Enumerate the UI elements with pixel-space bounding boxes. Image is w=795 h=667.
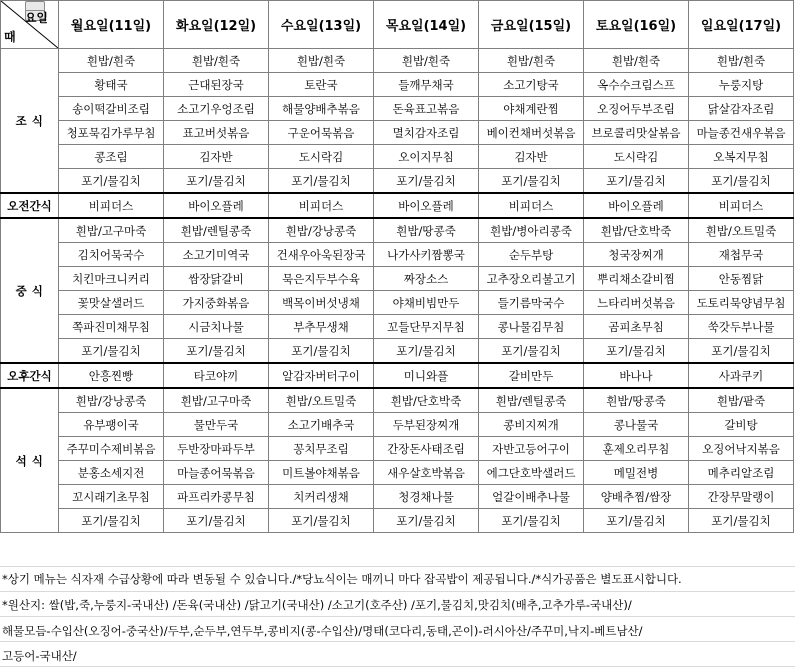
note-line-3: 해물모듬-수입산(오징어-중국산)/두부,순두부,연두부,콩비지(콩-수입산)/명태(코다리,동태,곤이)-러시아산/주꾸미,낙지-베트남산/: [2, 624, 643, 638]
menu-cell: 흰밥/흰죽: [374, 49, 479, 73]
snack-cell: 알감자버터구이: [269, 363, 374, 388]
menu-cell: 흰밥/흰죽: [689, 49, 794, 73]
menu-cell: 시금치나물: [164, 315, 269, 339]
menu-cell: 미트볼야채볶음: [269, 461, 374, 485]
menu-cell: 청경채나물: [374, 485, 479, 509]
morning-snack-label: 오전간식: [1, 193, 59, 218]
menu-cell: 포기/물김치: [584, 509, 689, 533]
menu-cell: 포기/물김치: [269, 339, 374, 364]
menu-cell: 흰밥/땅콩죽: [584, 388, 689, 413]
snack-cell: 바나나: [584, 363, 689, 388]
menu-cell: 도토리묵양념무침: [689, 291, 794, 315]
menu-cell: 에그단호박샐러드: [479, 461, 584, 485]
menu-cell: 주꾸미수제비볶음: [59, 437, 164, 461]
lunch-row: [1, 339, 794, 364]
menu-cell: 포기/물김치: [59, 169, 164, 194]
menu-cell: 파프리카콩무침: [164, 485, 269, 509]
dinner-row: [1, 461, 794, 485]
menu-cell: 토란국: [269, 73, 374, 97]
menu-cell: 흰밥/고구마죽: [164, 388, 269, 413]
menu-cell: 새우살호박볶음: [374, 461, 479, 485]
menu-cell: 꼬시래기초무침: [59, 485, 164, 509]
menu-cell: 부추무생채: [269, 315, 374, 339]
menu-cell: 도시락김: [584, 145, 689, 169]
snack-cell: 바이오플레: [164, 193, 269, 218]
menu-cell: 오징어두부조림: [584, 97, 689, 121]
afternoon-snack-label: 오후간식: [1, 363, 59, 388]
menu-cell: 소고기미역국: [164, 243, 269, 267]
menu-cell: 소고기탕국: [479, 73, 584, 97]
menu-cell: 쑥갓두부나물: [689, 315, 794, 339]
menu-cell: 메밀전병: [584, 461, 689, 485]
menu-cell: 분홍소세지전: [59, 461, 164, 485]
menu-cell: 유부팽이국: [59, 413, 164, 437]
menu-cell: 흰밥/흰죽: [479, 49, 584, 73]
snack-cell: 바이오플레: [374, 193, 479, 218]
snack-cell: 비피더스: [479, 193, 584, 218]
menu-cell: 브로콜리맛살볶음: [584, 121, 689, 145]
snack-cell: 안흥찐빵: [59, 363, 164, 388]
menu-cell: 흰밥/단호박죽: [374, 388, 479, 413]
breakfast-row: [1, 121, 794, 145]
menu-cell: 쌈장닭갈비: [164, 267, 269, 291]
menu-cell: 두부된장찌개: [374, 413, 479, 437]
menu-cell: 김치어묵국수: [59, 243, 164, 267]
lunch-row: [1, 243, 794, 267]
header-row: [1, 1, 794, 49]
menu-cell: 근대된장국: [164, 73, 269, 97]
dinner-row: [1, 413, 794, 437]
lunch-row: [1, 267, 794, 291]
snack-cell: 타코야끼: [164, 363, 269, 388]
menu-cell: 표고버섯볶음: [164, 121, 269, 145]
snack-cell: 사과쿠키: [689, 363, 794, 388]
menu-cell: 양배추찜/쌈장: [584, 485, 689, 509]
menu-cell: 옥수수크림스프: [584, 73, 689, 97]
menu-cell: 포기/물김치: [374, 509, 479, 533]
menu-cell: 흰밥/단호박죽: [584, 218, 689, 243]
menu-cell: 고추장오리불고기: [479, 267, 584, 291]
menu-cell: 청국장찌개: [584, 243, 689, 267]
menu-cell: 콩조림: [59, 145, 164, 169]
menu-cell: 흰밥/흰죽: [59, 49, 164, 73]
breakfast-row: [1, 145, 794, 169]
menu-cell: 치킨마크니커리: [59, 267, 164, 291]
menu-cell: 소고기배추국: [269, 413, 374, 437]
menu-cell: 포기/물김치: [479, 169, 584, 194]
menu-cell: 꽃맛살샐러드: [59, 291, 164, 315]
menu-cell: 흰밥/흰죽: [584, 49, 689, 73]
menu-cell: 콩나물김무침: [479, 315, 584, 339]
note-line-2: *원산지: 쌀(밥,죽,누룽지-국내산) /돈육(국내산) /닭고기(국내산) /소고기(호주산) /포기,물김치,맛김치(배추,고추가루-국내산)/: [2, 598, 632, 612]
menu-cell: 짜장소스: [374, 267, 479, 291]
menu-cell: 포기/물김치: [269, 509, 374, 533]
menu-cell: 오복지무침: [689, 145, 794, 169]
menu-cell: 재첩무국: [689, 243, 794, 267]
lunch-row: [1, 291, 794, 315]
breakfast-row: [1, 73, 794, 97]
menu-cell: 건새우아욱된장국: [269, 243, 374, 267]
menu-cell: 포기/물김치: [59, 509, 164, 533]
menu-cell: 황태국: [59, 73, 164, 97]
menu-cell: 포기/물김치: [59, 339, 164, 364]
menu-cell: 포기/물김치: [479, 509, 584, 533]
menu-cell: 포기/물김치: [689, 169, 794, 194]
menu-cell: 흰밥/흰죽: [269, 49, 374, 73]
menu-cell: 송이떡갈비조림: [59, 97, 164, 121]
menu-cell: 흰밥/강낭콩죽: [59, 388, 164, 413]
day-header: 수요일(13일): [269, 1, 374, 49]
dinner-row: [1, 437, 794, 461]
menu-cell: 흰밥/병아리콩죽: [479, 218, 584, 243]
breakfast-row: [1, 49, 794, 73]
menu-cell: 오이지무침: [374, 145, 479, 169]
menu-cell: 포기/물김치: [689, 339, 794, 364]
menu-cell: 포기/물김치: [584, 339, 689, 364]
note-line-1: *상기 메뉴는 식자재 수급상황에 따라 변동될 수 있습니다./*당뇨식이는 매끼니 마다 잡곡밥이 제공됩니다./*식가공품은 별도표시합니다.: [2, 572, 682, 586]
menu-cell: 쪽파진미채무침: [59, 315, 164, 339]
menu-cell: 꼬들단무지무침: [374, 315, 479, 339]
menu-cell: 포기/물김치: [374, 339, 479, 364]
breakfast-label: 조 식: [1, 49, 59, 194]
lunch-row: [1, 218, 794, 243]
menu-cell: 흰밥/강낭콩죽: [269, 218, 374, 243]
menu-cell: 흰밥/팥죽: [689, 388, 794, 413]
menu-cell: 포기/물김치: [374, 169, 479, 194]
menu-cell: 얼갈이배추나물: [479, 485, 584, 509]
menu-cell: 간장돈사태조림: [374, 437, 479, 461]
menu-cell: 곰피초무침: [584, 315, 689, 339]
menu-cell: 간장무말랭이: [689, 485, 794, 509]
snack-cell: 바이오플레: [584, 193, 689, 218]
menu-cell: 흰밥/고구마죽: [59, 218, 164, 243]
menu-cell: 마늘종건새우볶음: [689, 121, 794, 145]
menu-cell: 돈육표고볶음: [374, 97, 479, 121]
corner-bottom-label: 때: [4, 30, 16, 44]
menu-cell: 꽁치무조림: [269, 437, 374, 461]
day-header: 화요일(12일): [164, 1, 269, 49]
dinner-row: [1, 388, 794, 413]
snack-cell: 비피더스: [689, 193, 794, 218]
menu-cell: 흰밥/렌틸콩죽: [479, 388, 584, 413]
menu-cell: 순두부탕: [479, 243, 584, 267]
corner-top-label: 요일: [24, 11, 48, 25]
lunch-row: [1, 315, 794, 339]
menu-cell: 훈제오리무침: [584, 437, 689, 461]
menu-cell: 해물양배추볶음: [269, 97, 374, 121]
menu-cell: 구운어묵볶음: [269, 121, 374, 145]
lunch-label: 중 식: [1, 218, 59, 363]
menu-cell: 치커리생채: [269, 485, 374, 509]
menu-cell: 멸치감자조림: [374, 121, 479, 145]
menu-cell: 백목이버섯냉채: [269, 291, 374, 315]
day-header: 일요일(17일): [689, 1, 794, 49]
day-header: 월요일(11일): [59, 1, 164, 49]
menu-cell: 묵은지두부수육: [269, 267, 374, 291]
snack-cell: 비피더스: [269, 193, 374, 218]
menu-cell: 뿌리채소갈비찜: [584, 267, 689, 291]
menu-cell: 물만두국: [164, 413, 269, 437]
snack-cell: 비피더스: [59, 193, 164, 218]
menu-cell: 도시락김: [269, 145, 374, 169]
day-header: 금요일(15일): [479, 1, 584, 49]
menu-cell: 흰밥/오트밀죽: [269, 388, 374, 413]
menu-cell: 가지중화볶음: [164, 291, 269, 315]
day-header: 목요일(14일): [374, 1, 479, 49]
dinner-label: 석 식: [1, 388, 59, 533]
corner-header: [1, 1, 59, 49]
menu-cell: 포기/물김치: [689, 509, 794, 533]
menu-cell: 두반장마파두부: [164, 437, 269, 461]
menu-cell: 포기/물김치: [479, 339, 584, 364]
menu-cell: 흰밥/렌틸콩죽: [164, 218, 269, 243]
day-header: 토요일(16일): [584, 1, 689, 49]
menu-cell: 안동찜닭: [689, 267, 794, 291]
dinner-row: [1, 485, 794, 509]
breakfast-row: [1, 169, 794, 194]
menu-cell: 느타리버섯볶음: [584, 291, 689, 315]
menu-cell: 청포묵김가루무침: [59, 121, 164, 145]
menu-cell: 소고기우엉조림: [164, 97, 269, 121]
menu-cell: 자반고등어구이: [479, 437, 584, 461]
menu-cell: 포기/물김치: [164, 339, 269, 364]
menu-cell: 김자반: [479, 145, 584, 169]
menu-cell: 들기름막국수: [479, 291, 584, 315]
menu-cell: 메추리알조림: [689, 461, 794, 485]
menu-cell: 흰밥/흰죽: [164, 49, 269, 73]
menu-cell: 콩비지찌개: [479, 413, 584, 437]
menu-cell: 베이컨채버섯볶음: [479, 121, 584, 145]
menu-cell: 닭살감자조림: [689, 97, 794, 121]
menu-cell: 누룽지탕: [689, 73, 794, 97]
menu-cell: 들깨무채국: [374, 73, 479, 97]
dinner-row: [1, 509, 794, 533]
note-line-4: 고등어-국내산/: [2, 649, 77, 663]
menu-cell: 흰밥/땅콩죽: [374, 218, 479, 243]
afternoon-snack-row: [1, 363, 794, 388]
menu-cell: 흰밥/오트밀죽: [689, 218, 794, 243]
menu-cell: 포기/물김치: [269, 169, 374, 194]
menu-cell: 야채계란찜: [479, 97, 584, 121]
menu-cell: 오징어낙지볶음: [689, 437, 794, 461]
menu-cell: 콩나물국: [584, 413, 689, 437]
menu-cell: 포기/물김치: [164, 509, 269, 533]
menu-cell: 나가사키짬뽕국: [374, 243, 479, 267]
menu-cell: 포기/물김치: [584, 169, 689, 194]
menu-cell: 야채비빔만두: [374, 291, 479, 315]
menu-cell: 갈비탕: [689, 413, 794, 437]
menu-cell: 마늘종어묵볶음: [164, 461, 269, 485]
snack-cell: 갈비만두: [479, 363, 584, 388]
snack-cell: 미니와플: [374, 363, 479, 388]
breakfast-row: [1, 97, 794, 121]
menu-cell: 포기/물김치: [164, 169, 269, 194]
morning-snack-row: [1, 193, 794, 218]
menu-cell: 김자반: [164, 145, 269, 169]
